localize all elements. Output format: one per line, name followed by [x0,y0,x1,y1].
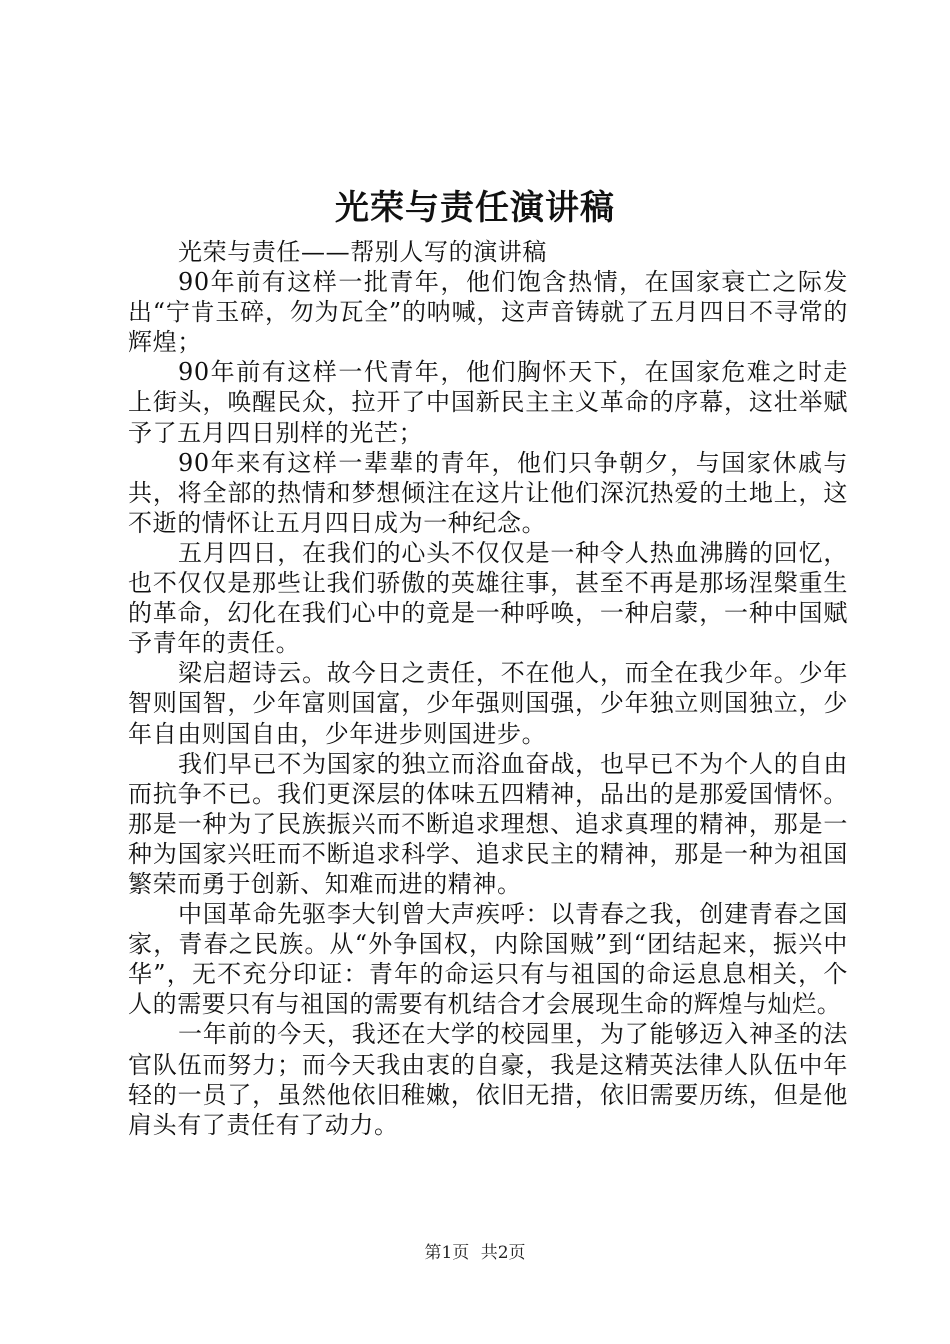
page-footer [0,1241,950,1265]
paragraph: 90年前有这样一代青年，他们胸怀天下，在国家危难之时走上街头，唤醒民众，拉开了中国新民主主义革命的序幕，这壮举赋予了五月四日别样的光芒； [128,358,848,447]
document-body [128,237,848,1140]
paragraph-subtitle: 光荣与责任——帮别人写的演讲稿 [178,238,547,266]
paragraph: 中国革命先驱李大钊曾大声疾呼：以青春之我，创建青春之国家，青春之民族。从“外争国权，内除国贼”到“团结起来，振兴中华”，无不充分印证：青年的命运只有与祖国的命运息息相关，个人的需要只有与祖国的需要有机结合才会展现生命的辉煌与灿烂。 [128,900,848,1019]
paragraph: 我们早已不为国家的独立而浴血奋战，也早已不为个人的自由而抗争不已。我们更深层的体味五四精神，品出的是那爱国情怀。那是一种为了民族振兴而不断追求理想、追求真理的精神，那是一种为国家兴旺而不断追求科学、追求民主的精神，那是一种为祖国繁荣而勇于创新、知难而进的精神。 [128,749,848,898]
paragraph: 梁启超诗云。故今日之责任，不在他人，而全在我少年。少年智则国智，少年富则国富，少年强则国强，少年独立则国独立，少年自由则国自由，少年进步则国进步。 [128,659,848,748]
paragraph: 一年前的今天，我还在大学的校园里，为了能够迈入神圣的法官队伍而努力；而今天我由衷的自豪，我是这精英法律人队伍中年轻的一员了，虽然他依旧稚嫩，依旧无措，依旧需要历练，但是他肩头有了责任有了动力。 [128,1020,848,1139]
document-title: 光荣与责任演讲稿 [335,188,615,228]
page-number: 第1页 [424,1243,470,1263]
paragraph: 90年前有这样一批青年，他们饱含热情，在国家衰亡之际发出“宁肯玉碎，勿为瓦全”的呐喊，这声音铸就了五月四日不寻常的辉煌； [128,268,848,357]
paragraph: 90年来有这样一辈辈的青年，他们只争朝夕，与国家休戚与共，将全部的热情和梦想倾注在这片让他们深沉热爱的土地上，这不逝的情怀让五月四日成为一种纪念。 [128,448,848,537]
page-total: 共2页 [480,1243,526,1263]
paragraph: 五月四日，在我们的心头不仅仅是一种令人热血沸腾的回忆，也不仅仅是那些让我们骄傲的英雄往事，甚至不再是那场涅槃重生的革命，幻化在我们心中的竟是一种呼唤，一种启蒙，一种中国赋予青年的责任。 [128,538,848,658]
